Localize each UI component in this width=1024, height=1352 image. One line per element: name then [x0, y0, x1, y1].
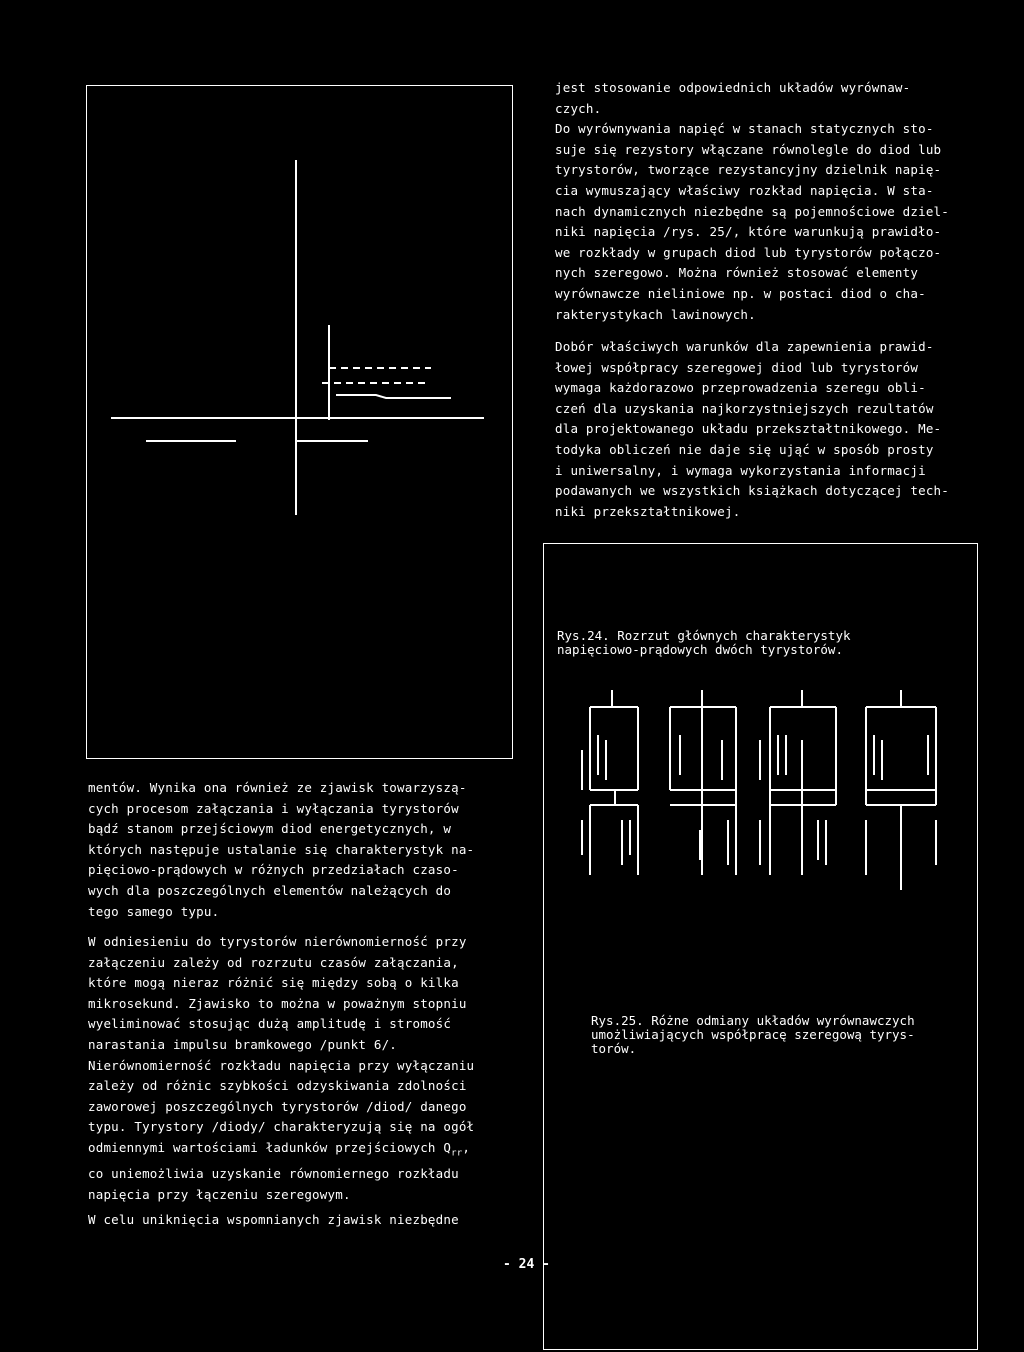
fig25-equalizer-circuits-diagram	[560, 680, 970, 900]
text-line: napięcia przy łączeniu szeregowym.	[88, 1186, 351, 1202]
text-line: Do wyrównywania napięć w stanach statycznych sto-	[555, 121, 934, 137]
text-line: które mogą nieraz różnić się między sobą o kilka	[88, 975, 459, 991]
text-line: mikrosekund. Zjawisko to można w poważnym stopniu	[88, 995, 467, 1011]
text-line: typu. Tyrystory /diody/ charakteryzują się na ogół	[88, 1119, 475, 1135]
text-line: wymaga każdorazowo przeprowadzenia szeregu obli-	[555, 380, 926, 396]
left-column-paragraph-1	[88, 778, 474, 922]
text-line: rakterystykach lawinowych.	[555, 306, 756, 322]
text-line: zaworowej poszczególnych tyrystorów /diod/ danego	[88, 1098, 467, 1114]
text-line: Dobór właściwych warunków dla zapewnienia prawid-	[555, 339, 934, 354]
qrr-comma: ,	[462, 1139, 471, 1155]
text-line: podawanych we wszystkich książkach dotyczącej tech-	[555, 483, 950, 499]
text-fragment: odmiennymi wartościami ładunków przejściowych Q	[88, 1139, 452, 1155]
text-line: czeń dla uzyskania najkorzystniejszych rezultatów	[555, 400, 934, 416]
text-line: łowej współpracy szeregowej diod lub tyrystorów	[555, 359, 919, 375]
text-line: jest stosowanie odpowiednich układów wyrównaw-	[555, 80, 911, 95]
text-line: załączeniu zależy od rozrzutu czasów załączania,	[88, 954, 459, 970]
text-line: we rozkłady w grupach diod lub tyrystorów połączo-	[555, 244, 942, 260]
text-line: czych.	[555, 100, 602, 116]
text-line: wyeliminować stosując dużą amplitudę i stromość	[88, 1016, 452, 1032]
fig25-caption-line-1: Rys.25. Różne odmiany układów wyrównawczych	[591, 1013, 915, 1028]
text-line: wyrównawcze nieliniowe np. w postaci diod o cha-	[555, 285, 926, 301]
text-line: których następuje ustalanie się charakterystyk na-	[88, 841, 475, 857]
text-line: bądź stanom przejściowym diod energetycznych, w	[88, 821, 452, 837]
fig25-caption-line-2: umożliwiających współpracę szeregową tyrys-	[591, 1027, 915, 1042]
text-line: suje się rezystory włączane równolegle do diod lub	[555, 141, 942, 157]
text-line: Nierównomierność rozkładu napięcia przy wyłączaniu	[88, 1057, 475, 1073]
text-line-qrr	[88, 1138, 474, 1164]
right-column-paragraph-1	[555, 78, 949, 325]
text-line: niki napięcia /rys. 25/, które warunkują prawidło-	[555, 224, 942, 240]
text-line: cych procesom załączania i wyłączania tyrystorów	[88, 800, 459, 816]
text-line: tyrystorów, tworzące rezystancyjny dzielnik napię-	[555, 162, 942, 178]
text-line: nych szeregowo. Można również stosować elementy	[555, 265, 919, 281]
text-line: niki przekształtnikowej.	[555, 503, 741, 519]
fig24-solid-characteristic	[336, 395, 451, 398]
text-line: dla projektowanego układu przekształtnikowego. Me-	[555, 421, 942, 437]
fig25-caption	[591, 1014, 915, 1056]
text-line: pięciowo-prądowych w różnych przedziałach czaso-	[88, 862, 459, 878]
text-line: nach dynamicznych niezbędne są pojemnościowe dziel-	[555, 203, 950, 219]
page-number: - 24 -	[503, 1257, 550, 1272]
text-line: zależy od różnic szybkości odzyskiwania zdolności	[88, 1078, 467, 1094]
text-line: mentów. Wynika ona również ze zjawisk towarzyszą-	[88, 780, 467, 795]
text-line: cia wymuszający właściwy rozkład napięcia. W sta-	[555, 182, 934, 198]
text-line: co uniemożliwia uzyskanie równomiernego rozkładu	[88, 1166, 459, 1182]
fig25-frame	[543, 543, 978, 1350]
fig24-caption-line-2: napięciowo-prądowych dwóch tyrystorów.	[557, 642, 843, 657]
qrr-subscript: rr	[451, 1148, 463, 1159]
left-column-paragraph-2	[88, 932, 474, 1205]
text-line: todyka obliczeń nie daje się ująć w sposób prosty	[555, 441, 934, 457]
text-line: W celu uniknięcia wspomnianych zjawisk niezbędne	[88, 1212, 459, 1227]
right-column-paragraph-2	[555, 337, 949, 522]
text-line: tego samego typu.	[88, 903, 220, 919]
fig25-caption-line-3: torów.	[591, 1041, 637, 1056]
text-line: narastania impulsu bramkowego /punkt 6/.	[88, 1036, 398, 1052]
text-line: W odniesieniu do tyrystorów nierównomierność przy	[88, 934, 467, 949]
text-line: i uniwersalny, i wymaga wykorzystania informacji	[555, 462, 926, 478]
left-column-paragraph-3	[88, 1210, 459, 1231]
fig24-caption-line-1: Rys.24. Rozrzut głównych charakterystyk	[557, 628, 851, 643]
text-line: wych dla poszczególnych elementów należących do	[88, 882, 452, 898]
fig24-characteristics-diagram	[86, 85, 513, 759]
